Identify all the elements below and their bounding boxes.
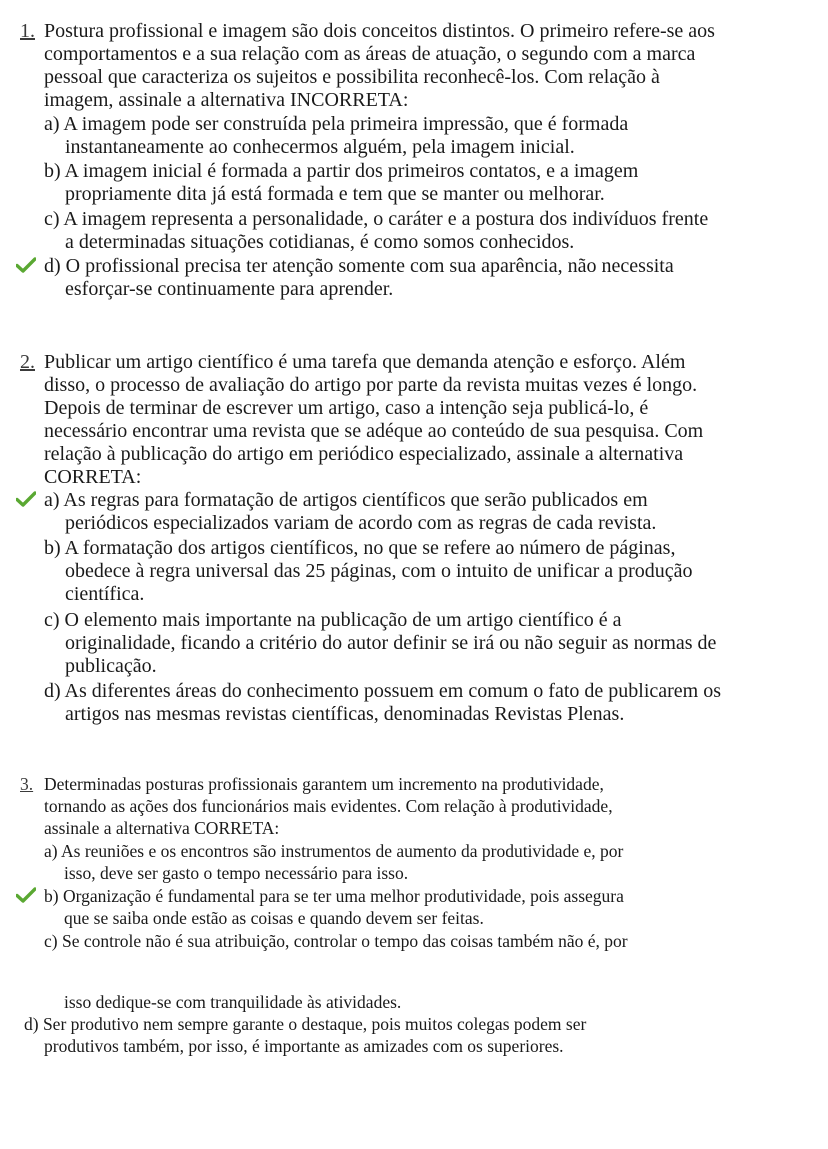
checkmark-icon: [16, 887, 36, 903]
option-text-line: a) As reuniões e os encontros são instrumentos de aumento da produtividade e, por: [44, 841, 624, 861]
checkmark-icon: [16, 491, 36, 507]
option-text-line: d) Ser produtivo nem sempre garante o destaque, pois muitos colegas podem ser: [24, 1014, 587, 1034]
option-text-line: a determinadas situações cotidianas, é como somos conhecidos.: [65, 231, 575, 253]
option-text-line: produtivos também, por isso, é importante as amizades com os superiores.: [44, 1036, 564, 1056]
question-stem-line: CORRETA:: [44, 466, 142, 488]
option-text-line: b) A formatação dos artigos científicos, no que se refere ao número de páginas,: [44, 537, 676, 559]
option-text-line: obedece à regra universal das 25 páginas, com o intuito de unificar a produção: [65, 560, 693, 582]
option-text-line: a) As regras para formatação de artigos científicos que serão publicados em: [44, 489, 648, 511]
option-text-line: que se saiba onde estão as coisas e quando devem ser feitas.: [64, 908, 484, 928]
question-stem-line: Determinadas posturas profissionais garantem um incremento na produtividade,: [44, 774, 604, 794]
question-number: 3.: [20, 774, 34, 794]
question-stem-line: Postura profissional e imagem são dois conceitos distintos. O primeiro refere-se aos: [44, 20, 715, 42]
question-stem-line: imagem, assinale a alternativa INCORRETA:: [44, 89, 409, 111]
option-text-line: c) O elemento mais importante na publicação de um artigo científico é a: [44, 609, 622, 631]
option-text-line: c) A imagem representa a personalidade, o caráter e a postura dos indivíduos frente: [44, 208, 709, 230]
option-text-line: b) Organização é fundamental para se ter uma melhor produtividade, pois assegura: [44, 886, 624, 906]
option-text-line: artigos nas mesmas revistas científicas, denominadas Revistas Plenas.: [65, 703, 625, 725]
option-text-line: a) A imagem pode ser construída pela primeira impressão, que é formada: [44, 113, 629, 135]
option-text-line: d) O profissional precisa ter atenção somente com sua aparência, não necessita: [44, 255, 674, 277]
question-stem-line: pessoal que caracteriza os sujeitos e possibilita reconhecê-los. Com relação à: [44, 66, 660, 88]
option-text-line: publicação.: [65, 655, 157, 677]
question-number: 2.: [20, 351, 35, 373]
question-stem-line: Publicar um artigo científico é uma tarefa que demanda atenção e esforço. Além: [44, 351, 686, 373]
question-number: 1.: [20, 20, 35, 42]
question-stem-line: assinale a alternativa CORRETA:: [44, 818, 280, 838]
option-text-line: d) As diferentes áreas do conhecimento possuem em comum o fato de publicarem os: [44, 680, 722, 702]
question-stem-line: Depois de terminar de escrever um artigo, caso a intenção seja publicá-lo, é: [44, 397, 649, 419]
question-stem-line: tornando as ações dos funcionários mais evidentes. Com relação à produtividade,: [44, 796, 613, 816]
question-stem-line: relação à publicação do artigo em periódico especializado, assinale a alternativa: [44, 443, 684, 465]
option-text-line: instantaneamente ao conhecermos alguém, pela imagem inicial.: [65, 136, 575, 158]
checkmark-icon: [16, 257, 36, 273]
option-text-line: científica.: [65, 583, 145, 605]
option-text-line: esforçar-se continuamente para aprender.: [65, 278, 394, 300]
option-text-line: periódicos especializados variam de acordo com as regras de cada revista.: [65, 512, 657, 534]
option-text-line: isso dedique-se com tranquilidade às atividades.: [64, 992, 402, 1012]
question-stem-line: disso, o processo de avaliação do artigo por parte da revista muitas vezes é longo.: [44, 374, 698, 396]
option-text-line: originalidade, ficando a critério do autor definir se irá ou não seguir as normas de: [65, 632, 717, 654]
option-text-line: b) A imagem inicial é formada a partir dos primeiros contatos, e a imagem: [44, 160, 639, 182]
question-stem-line: necessário encontrar uma revista que se adéque ao conteúdo de sua pesquisa. Com: [44, 420, 704, 442]
question-stem-line: comportamentos e a sua relação com as áreas de atuação, o segundo com a marca: [44, 43, 696, 65]
option-text-line: propriamente dita já está formada e tem que se manter ou melhorar.: [65, 183, 605, 205]
option-text-line: c) Se controle não é sua atribuição, controlar o tempo das coisas também não é, por: [44, 931, 628, 951]
option-text-line: isso, deve ser gasto o tempo necessário para isso.: [64, 863, 409, 883]
